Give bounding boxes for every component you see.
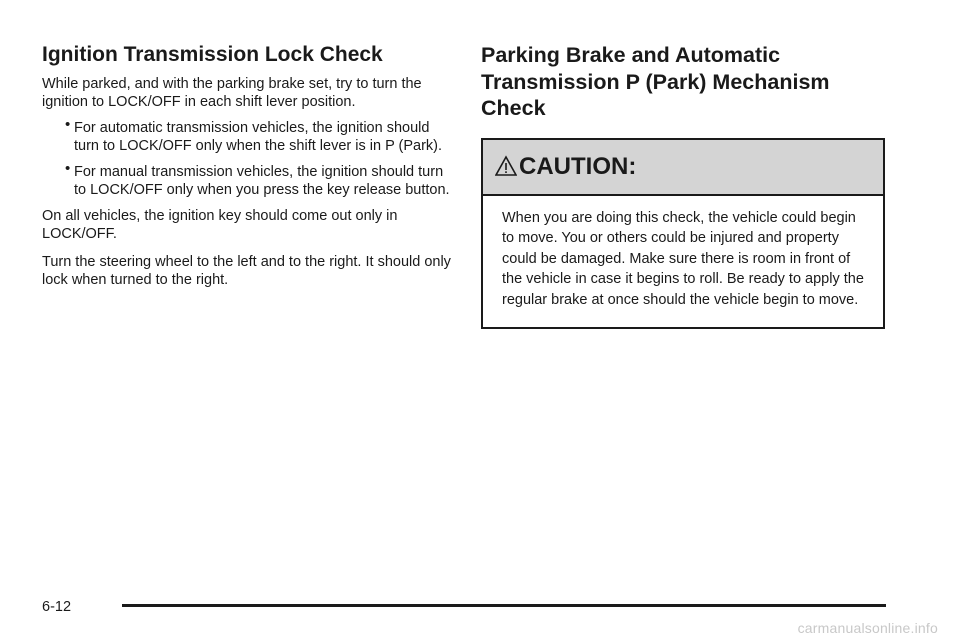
list-item-text: For automatic transmission vehicles, the ignition should turn to LOCK/OFF only when the shift lever is in P (Park). (74, 120, 443, 154)
section-heading-parking-brake-check: Parking Brake and Automatic Transmission P (Park) Mechanism Check (481, 43, 830, 120)
page-number: 6-12 (42, 599, 72, 615)
paragraph-key-removal: On all vehicles, the ignition key should come out only in LOCK/OFF. (42, 208, 398, 242)
caution-body: When you are doing this check, the vehicle could begin to move. You or others could be injured and property could be damaged. Make sure there is room in front of the vehicle in case it begins to roll. Be ready to apply the regular brake at once should the vehicle begin to move. (502, 209, 864, 308)
caution-header (483, 140, 883, 196)
watermark: carmanualsonline.info (797, 620, 938, 636)
list-item-text: For manual transmission vehicles, the ignition should turn to LOCK/OFF only when you press the key release button. (74, 164, 450, 198)
paragraph-steering-lock: Turn the steering wheel to the left and to the right. It should only lock when turned to the right. (42, 254, 451, 288)
intro-paragraph: While parked, and with the parking brake set, try to turn the ignition to LOCK/OFF in each shift lever position. (42, 76, 422, 110)
warning-triangle-icon (495, 155, 517, 177)
section-heading-ignition-lock-check: Ignition Transmission Lock Check (42, 43, 383, 66)
list-item (42, 116, 452, 155)
bullet-icon: • (65, 116, 71, 133)
bullet-icon: • (65, 160, 71, 177)
caution-box (481, 138, 885, 330)
caution-title: CAUTION: (519, 152, 637, 180)
right-column (481, 42, 885, 329)
list-item (42, 160, 452, 199)
footer-divider (122, 604, 886, 607)
bullet-list (42, 116, 452, 199)
left-column (42, 42, 452, 289)
page-footer (42, 597, 886, 617)
